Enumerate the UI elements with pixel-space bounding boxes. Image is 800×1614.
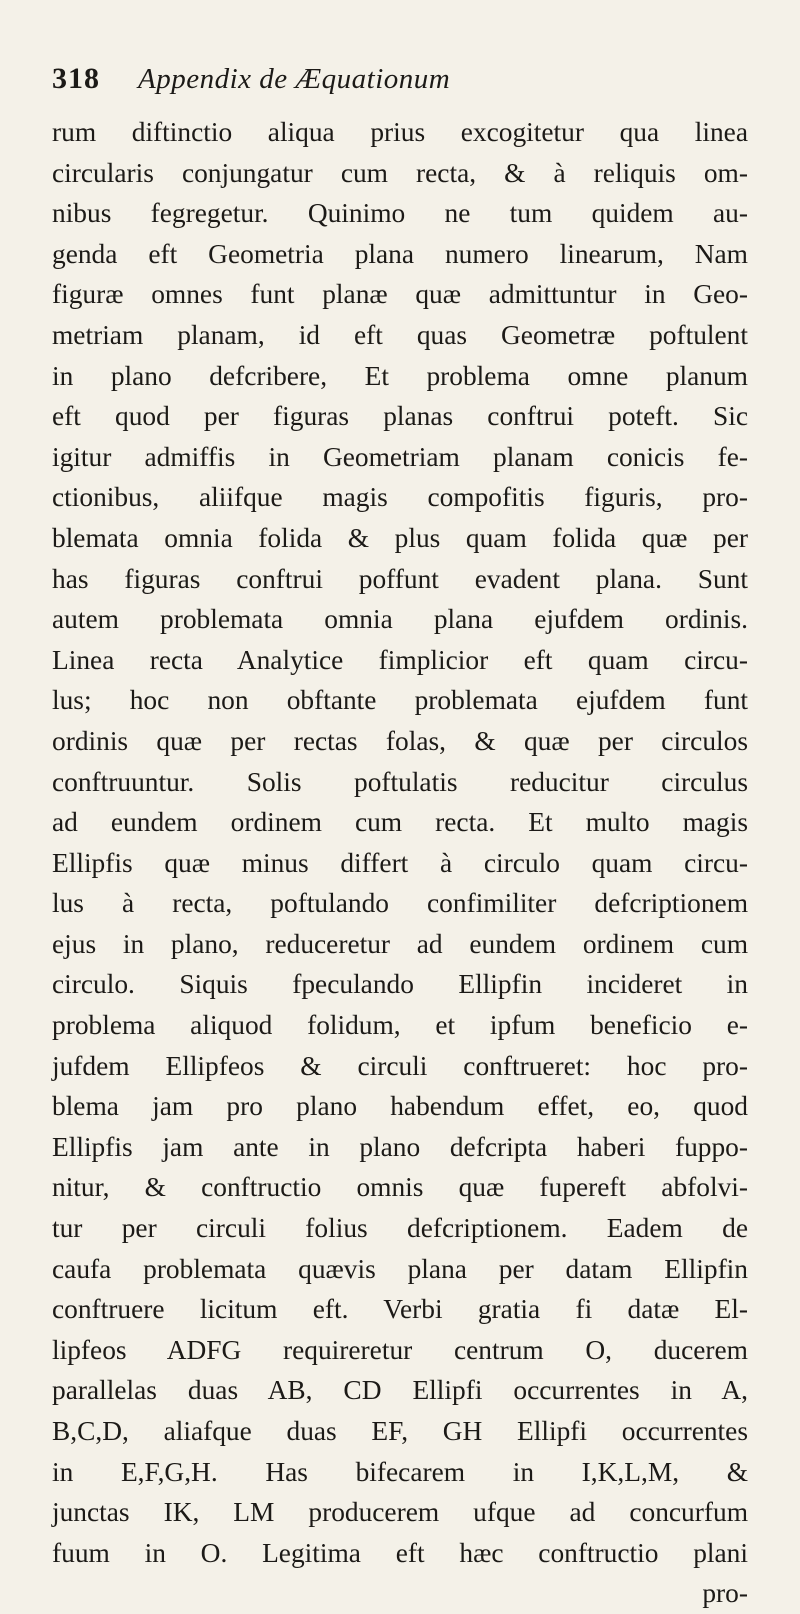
text-line: metriam planam, id eft quas Geometræ poftulent bbox=[52, 319, 748, 350]
text-line: junctas IK, LM producerem ufque ad concurfum bbox=[52, 1497, 748, 1528]
body-text bbox=[52, 112, 748, 1614]
text-line: in plano defcribere, Et problema omne planum bbox=[52, 360, 748, 391]
text-line: blema jam pro plano habendum effet, eo, quod bbox=[52, 1091, 748, 1122]
text-line: genda eft Geometria plana numero linearum, Nam bbox=[52, 238, 748, 269]
text-line: tur per circuli folius defcriptionem. Eadem de bbox=[52, 1213, 748, 1244]
text-line: ctionibus, aliifque magis compofitis figuris, pro- bbox=[52, 482, 748, 513]
text-line: circularis conjungatur cum recta, & à reliquis om- bbox=[52, 157, 748, 188]
text-line: conftruuntur. Solis poftulatis reducitur circulus bbox=[52, 766, 748, 797]
catchword: pro- bbox=[702, 1578, 748, 1609]
running-head-title: Appendix de Æquationum bbox=[138, 63, 451, 95]
text-line: igitur admiffis in Geometriam planam conicis fe- bbox=[52, 441, 748, 472]
text-line: problema aliquod folidum, et ipfum beneficio e- bbox=[52, 1010, 748, 1041]
running-head bbox=[52, 62, 748, 104]
text-line: caufa problemata quævis plana per datam Ellipfin bbox=[52, 1253, 748, 1284]
text-line: autem problemata omnia plana ejufdem ordinis. bbox=[52, 604, 748, 635]
text-line: Ellipfis jam ante in plano defcripta haberi fuppo- bbox=[52, 1131, 748, 1162]
text-line: eft quod per figuras planas conftrui poteft. Sic bbox=[52, 401, 748, 432]
text-line: nitur, & conftructio omnis quæ fupereft abfolvi- bbox=[52, 1172, 748, 1203]
text-line: figuræ omnes funt planæ quæ admittuntur in Geo- bbox=[52, 279, 748, 310]
text-line: rum diftinctio aliqua prius excogitetur qua linea bbox=[52, 117, 748, 147]
text-line: Ellipfis quæ minus differt à circulo quam circu- bbox=[52, 847, 748, 878]
text-line: lipfeos ADFG requireretur centrum O, ducerem bbox=[52, 1334, 748, 1365]
text-line: in E,F,G,H. Has bifecarem in I,K,L,M, & bbox=[52, 1456, 748, 1487]
text-line: circulo. Siquis fpeculando Ellipfin incideret in bbox=[52, 969, 748, 1000]
text-line: parallelas duas AB, CD Ellipfi occurrentes in A, bbox=[52, 1375, 748, 1406]
text-line: lus à recta, poftulando confimiliter defcriptionem bbox=[52, 888, 748, 919]
text-line: blemata omnia folida & plus quam folida quæ per bbox=[52, 522, 748, 553]
text-line: B,C,D, aliafque duas EF, GH Ellipfi occurrentes bbox=[52, 1416, 748, 1446]
text-line: fuum in O. Legitima eft hæc conftructio plani bbox=[52, 1537, 748, 1568]
text-line: has figuras conftrui poffunt evadent plana. Sunt bbox=[52, 563, 748, 594]
text-line: jufdem Ellipfeos & circuli conftrueret: hoc pro- bbox=[52, 1050, 748, 1081]
text-line: nibus fegregetur. Quinimo ne tum quidem au- bbox=[52, 198, 748, 229]
text-line: ejus in plano, reduceretur ad eundem ordinem cum bbox=[52, 928, 748, 959]
text-line: ordinis quæ per rectas folas, & quæ per circulos bbox=[52, 725, 748, 756]
text-line: ad eundem ordinem cum recta. Et multo magis bbox=[52, 807, 748, 838]
text-line: Linea recta Analytice fimplicior eft quam circu- bbox=[52, 644, 748, 675]
page-number: 318 bbox=[52, 62, 100, 95]
text-line: conftruere licitum eft. Verbi gratia fi datæ El- bbox=[52, 1294, 748, 1325]
text-line: lus; hoc non obftante problemata ejufdem funt bbox=[52, 685, 748, 716]
